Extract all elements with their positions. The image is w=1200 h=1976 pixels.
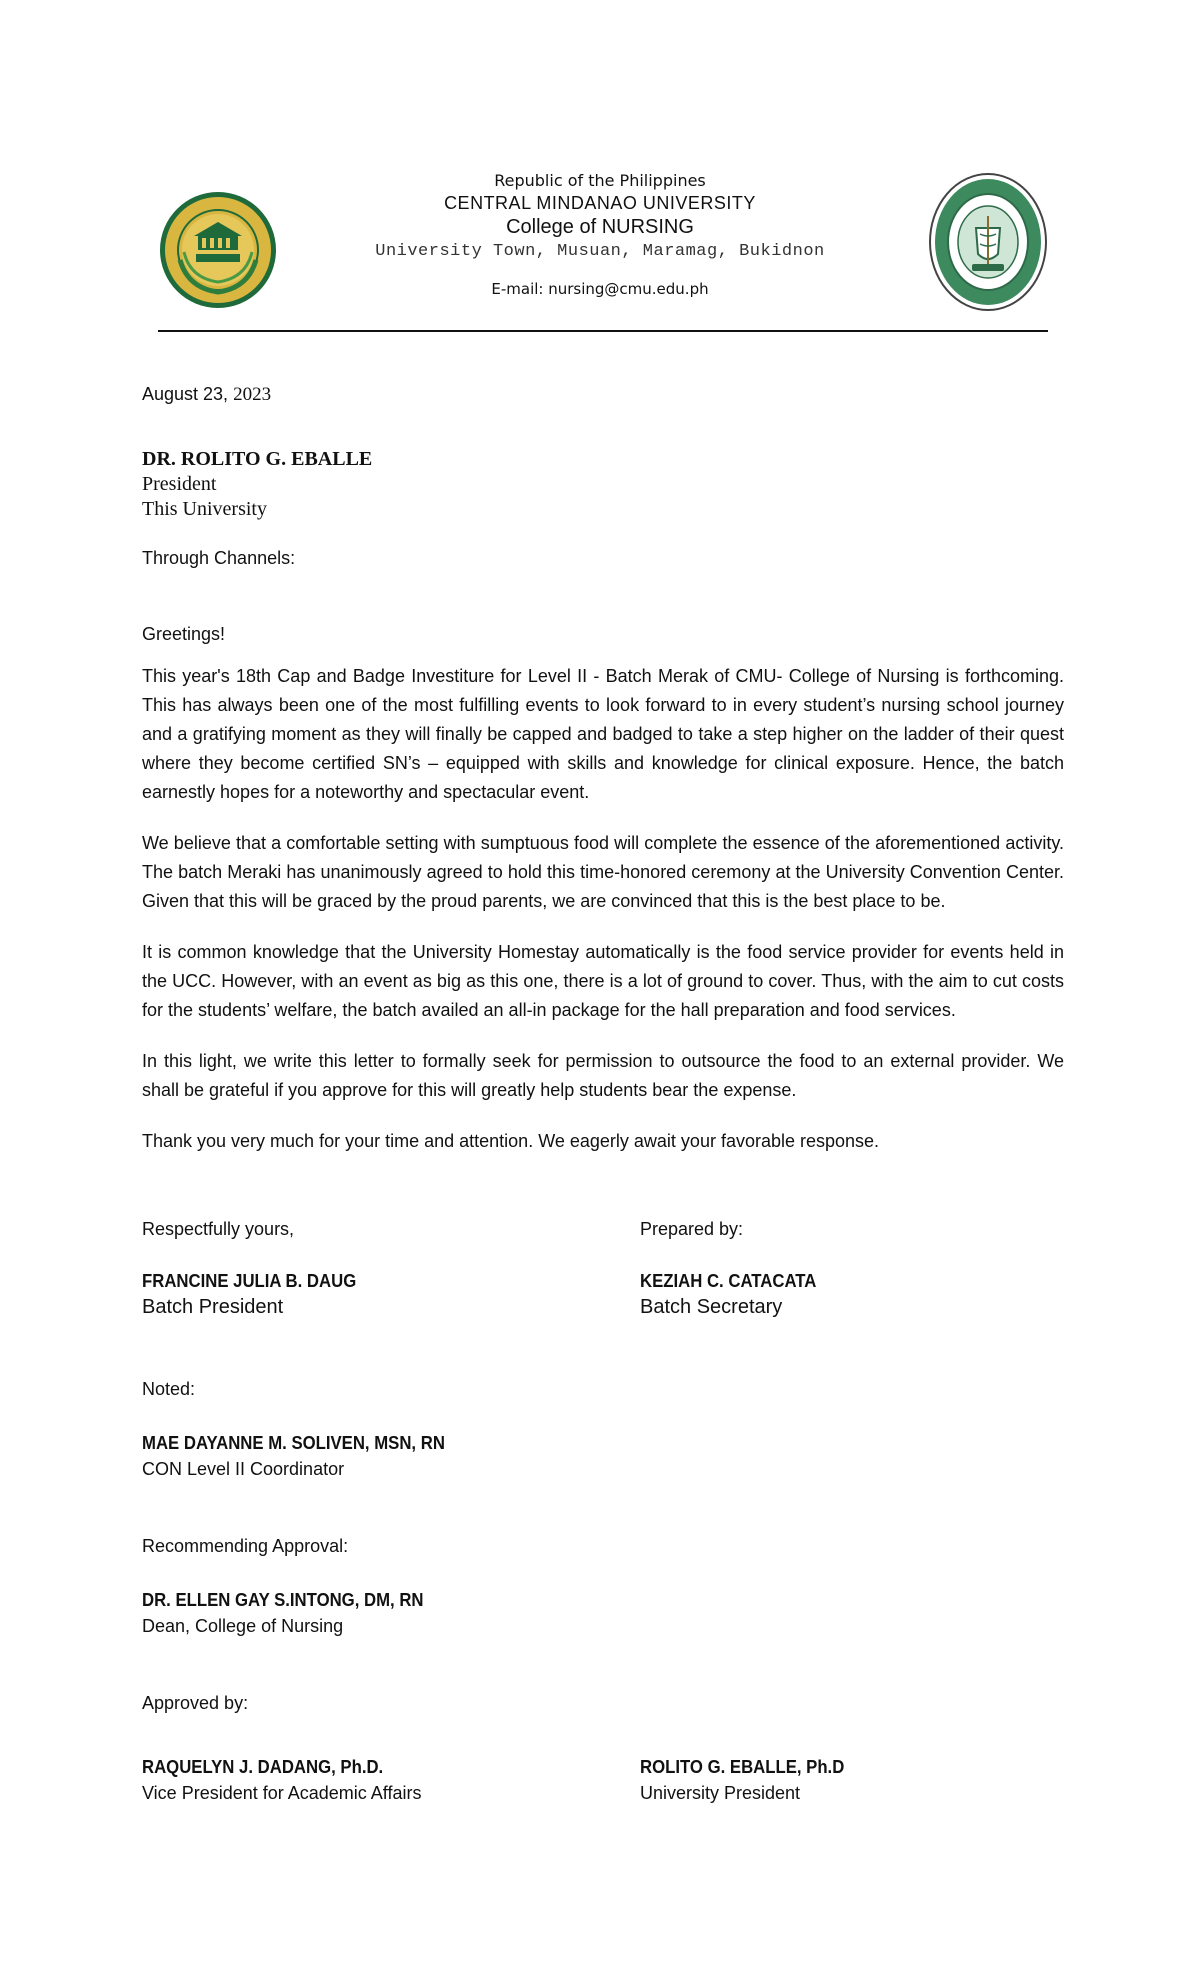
signatory-title: Batch President — [142, 1296, 284, 1318]
signatory-name: KEZIAH C. CATACATA — [640, 1271, 817, 1291]
signatory-president — [640, 1690, 860, 1806]
signature-row-batch — [142, 1216, 1064, 1336]
signature-row-approved — [142, 1690, 1064, 1810]
republic-line: Republic of the Philippines — [494, 171, 706, 190]
paragraph: We believe that a comfortable setting with sumptuous food will complete the essence of the aforementioned activity. The batch Meraki has unanimously agreed to hold this time-honored ceremony at the University Convention Center. Given that this will be graced by the proud parents, we are convinced that this is the best place to be. — [142, 833, 1064, 911]
paragraph: Thank you very much for your time and attention. We eagerly await your favorable response. — [142, 1131, 880, 1151]
signatory-name: DR. ELLEN GAY S.INTONG, DM, RN — [142, 1590, 424, 1610]
greeting: Greetings! — [142, 624, 226, 644]
signatory-title: Vice President for Academic Affairs — [142, 1783, 422, 1803]
respectfully-label: Respectfully yours, — [142, 1219, 295, 1239]
college-name: College of NURSING — [506, 216, 694, 238]
nursing-seal-icon — [928, 172, 1048, 312]
signatory-title: Dean, College of Nursing — [142, 1616, 344, 1636]
signatory-name: FRANCINE JULIA B. DAUG — [142, 1271, 357, 1291]
letterhead — [0, 160, 1200, 340]
signatory-name: ROLITO G. EBALLE, Ph.D — [640, 1757, 845, 1777]
signature-row-noted — [142, 1376, 1064, 1486]
paragraph: This year's 18th Cap and Badge Investiture for Level II - Batch Merak of CMU- College of Nursing is forthcoming. This has always been one of the most fulfilling events to look forward to in every student’s nursing school journey and a gratifying moment as they will finally be capped and badged to take a step higher on the ladder of their quest where they become certified SN’s – equipped with skills and knowledge for clinical exposure. Hence, the batch earnestly hopes for a noteworthy and spectacular event. — [142, 666, 1064, 802]
signatory-noted — [142, 1376, 468, 1482]
noted-label: Noted: — [142, 1379, 196, 1399]
addressee-title: President — [142, 473, 217, 495]
paragraph: In this light, we write this letter to formally seek for permission to outsource the food to an external provider. We shall be grateful if you approve for this will greatly help students bear the expense. — [142, 1051, 1064, 1100]
signatory-title: University President — [640, 1783, 801, 1803]
signatory-title: Batch Secretary — [640, 1296, 783, 1318]
paragraph: It is common knowledge that the University Homestay automatically is the food service provider for events held in the UCC. However, with an event as big as this one, there is a lot of ground to cover. Thus, with the aim to cut costs for the students’ welfare, the batch availed an all-in package for the hall preparation and food services. — [142, 942, 1064, 1020]
addressee-org: This University — [142, 498, 267, 520]
date-month-day: August 23, — [142, 384, 229, 404]
through-channels: Through Channels: — [142, 548, 296, 568]
signatory-recommending — [142, 1533, 445, 1639]
signatory-name: RAQUELYN J. DADANG, Ph.D. — [142, 1757, 384, 1777]
signature-row-recommending — [142, 1533, 1064, 1643]
addressee-block — [142, 447, 1064, 522]
addressee-name: DR. ROLITO G. EBALLE — [142, 448, 373, 470]
signatory-respectfully — [142, 1216, 372, 1320]
college-email: E-mail: nursing@cmu.edu.ph — [491, 280, 709, 298]
header-divider — [158, 330, 1048, 332]
signatory-name: MAE DAYANNE M. SOLIVEN, MSN, RN — [142, 1433, 445, 1453]
approved-label: Approved by: — [142, 1693, 249, 1713]
signatory-title: CON Level II Coordinator — [142, 1459, 345, 1479]
letterhead-text — [300, 170, 900, 300]
cmu-seal-icon — [158, 190, 278, 310]
university-address: University Town, Musuan, Maramag, Bukidnon — [375, 242, 825, 261]
recommending-label: Recommending Approval: — [142, 1536, 349, 1556]
date-year: 2023 — [233, 384, 272, 405]
letter-date — [142, 380, 1064, 409]
signatory-vpaa — [142, 1690, 421, 1806]
prepared-label: Prepared by: — [640, 1219, 744, 1239]
university-name: CENTRAL MINDANAO UNIVERSITY — [444, 193, 756, 213]
signatory-prepared — [640, 1216, 830, 1320]
letter-body — [142, 380, 1064, 1156]
